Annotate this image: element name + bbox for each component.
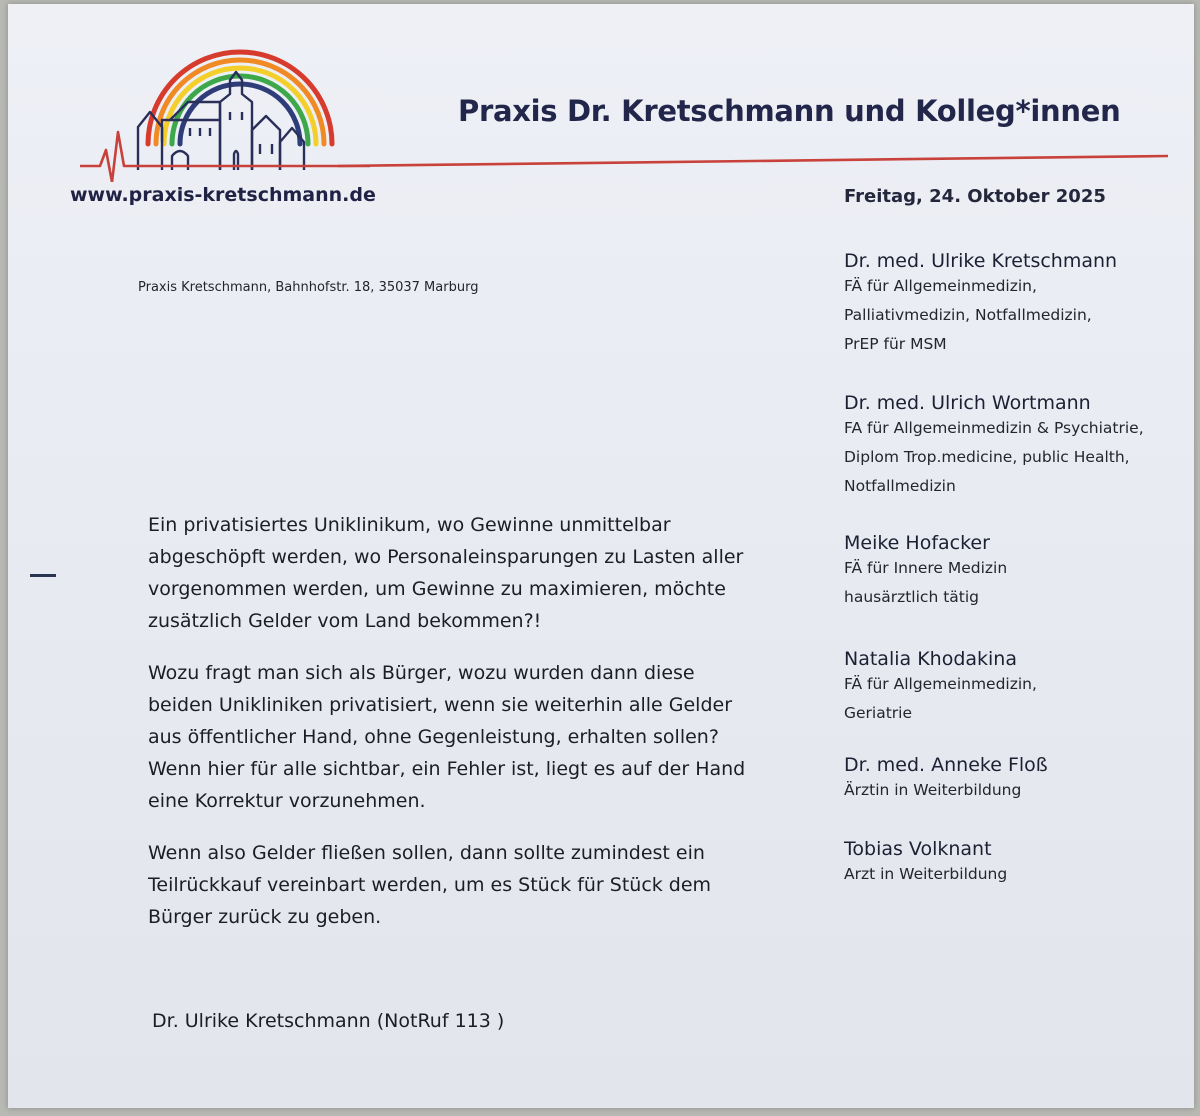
letter-date: Freitag, 24. Oktober 2025 (844, 186, 1106, 207)
staff-name: Dr. med. Anneke Floß (844, 754, 1048, 776)
body-line: Teilrückkauf vereinbart werden, um es Stück für Stück dem (148, 874, 712, 896)
body-line: eine Korrektur vorzunehmen. (148, 790, 426, 812)
body-line: vorgenommen werden, um Gewinne zu maximieren, möchte (148, 578, 726, 600)
staff-name: Dr. med. Ulrike Kretschmann (844, 250, 1118, 272)
heartbeat-line (80, 132, 370, 182)
body-line: abgeschöpft werden, wo Personaleinsparungen zu Lasten aller (148, 546, 744, 568)
body-line: aus öffentlicher Hand, ohne Gegenleistung, erhalten sollen? (148, 726, 719, 748)
staff-name: Meike Hofacker (844, 532, 990, 554)
staff-qualification: Diplom Trop.medicine, public Health, (844, 448, 1130, 466)
body-paragraph (148, 509, 808, 637)
body-paragraph (148, 657, 808, 817)
staff-qualification: Palliativmedizin, Notfallmedizin, (844, 306, 1092, 324)
staff-qualification: FÄ für Allgemeinmedizin, (844, 277, 1037, 295)
staff-qualification: Geriatrie (844, 704, 913, 722)
staff-qualification: FA für Allgemeinmedizin & Psychiatrie, (844, 419, 1144, 437)
body-line: Wenn hier für alle sichtbar, ein Fehler ist, liegt es auf der Hand (148, 758, 746, 780)
staff-member (844, 754, 1184, 838)
staff-member (844, 648, 1184, 754)
body-line: Wozu fragt man sich als Bürger, wozu wurden dann diese (148, 662, 695, 684)
staff-qualification: hausärztlich tätig (844, 588, 979, 606)
fold-mark (30, 574, 56, 577)
letter-sheet (8, 4, 1194, 1108)
staff-member (844, 392, 1184, 532)
signature-line: Dr. Ulrike Kretschmann (NotRuf 113 ) (152, 1010, 505, 1032)
staff-qualification: Arzt in Weiterbildung (844, 865, 1008, 883)
body-line: zusätzlich Gelder vom Land bekommen?! (148, 610, 542, 632)
practice-title: Praxis Dr. Kretschmann und Kolleg*innen (458, 94, 1121, 128)
header-rule (338, 154, 1168, 168)
staff-list (844, 250, 1184, 898)
staff-member (844, 250, 1184, 392)
body-line: Ein privatisiertes Uniklinikum, wo Gewinne unmittelbar (148, 514, 671, 536)
staff-qualification: FÄ für Allgemeinmedizin, (844, 675, 1037, 693)
staff-qualification: Notfallmedizin (844, 477, 956, 495)
body-line: beiden Unikliniken privatisiert, wenn sie weiterhin alle Gelder (148, 694, 733, 716)
body-paragraph (148, 837, 808, 933)
staff-member (844, 838, 1184, 898)
body-line: Wenn also Gelder fließen sollen, dann sollte zumindest ein (148, 842, 705, 864)
practice-logo (70, 32, 370, 182)
staff-name: Natalia Khodakina (844, 648, 1017, 670)
staff-name: Dr. med. Ulrich Wortmann (844, 392, 1091, 414)
staff-qualification: PrEP für MSM (844, 335, 947, 353)
staff-member (844, 532, 1184, 648)
website-url: www.praxis-kretschmann.de (70, 184, 376, 206)
body-line: Bürger zurück zu geben. (148, 906, 382, 928)
sender-address-line: Praxis Kretschmann, Bahnhofstr. 18, 35037 Marburg (138, 280, 479, 295)
staff-qualification: Ärztin in Weiterbildung (844, 781, 1022, 799)
staff-qualification: FÄ für Innere Medizin (844, 559, 1008, 577)
staff-name: Tobias Volknant (844, 838, 992, 860)
letter-body (148, 509, 808, 933)
